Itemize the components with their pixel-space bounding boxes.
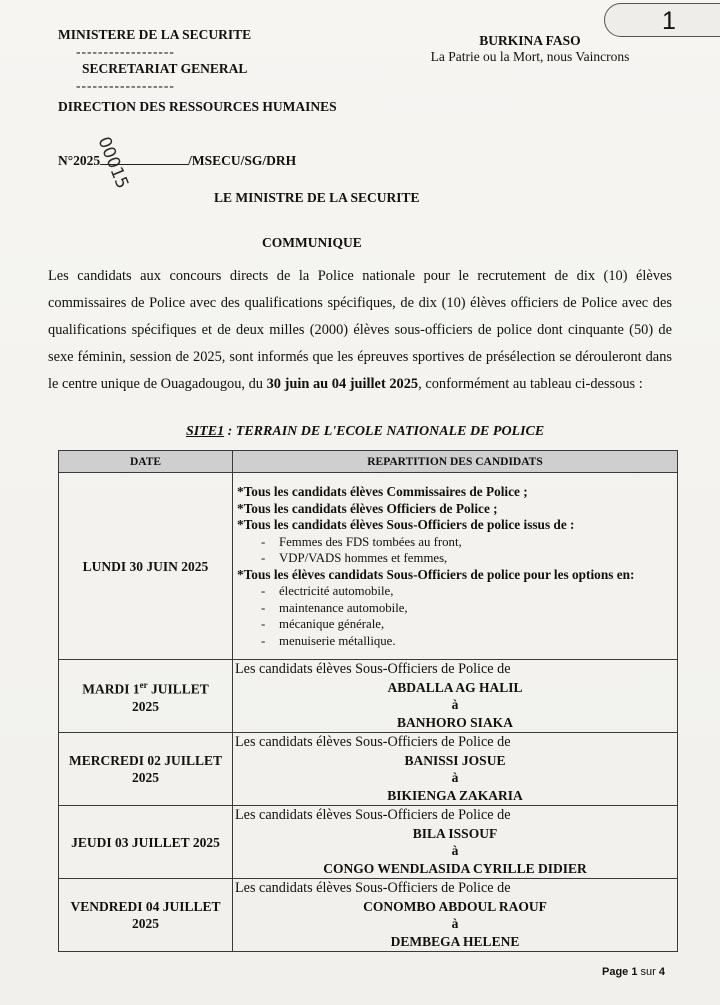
date-cell: MARDI 1er JUILLET 2025 bbox=[59, 660, 233, 733]
repartition-cell: Les candidats élèves Sous-Officiers de Police de BILA ISSOUF à CONGO WENDLASIDA CYRILLE DIDIER bbox=[233, 806, 678, 879]
separator: ------------------ bbox=[76, 44, 175, 59]
ministry-header bbox=[58, 26, 288, 94]
table-row bbox=[59, 733, 678, 806]
schedule-table bbox=[58, 450, 678, 952]
minister-title: LE MINISTRE DE LA SECURITE bbox=[214, 190, 420, 205]
separator: ------------------ bbox=[76, 78, 175, 93]
date-cell: JEUDI 03 JUILLET 2025 bbox=[59, 806, 233, 879]
site-title: SITE1 : TERRAIN DE L'ECOLE NATIONALE DE POLICE bbox=[186, 424, 545, 439]
date-cell: VENDREDI 04 JUILLET 2025 bbox=[59, 879, 233, 952]
table-row bbox=[59, 879, 678, 952]
page-number-badge: 1 bbox=[604, 3, 720, 37]
repartition-cell: *Tous les candidats élèves Commissaires de Police ; *Tous les candidats élèves Officiers de Police ; *Tous les candidats élèves Sous-Officiers de police issus de : - Femmes des FDS tombées au front, - VDP/VADS hommes et femmes, *Tous les élèves candidats Sous-Officiers de police pour les options en: - électricité automobile, - maintenance automobile, - mécanique générale, - menuiserie métallique. bbox=[233, 473, 678, 660]
date-cell: LUNDI 30 JUIN 2025 bbox=[59, 473, 233, 660]
date-cell: MERCREDI 02 JUILLET 2025 bbox=[59, 733, 233, 806]
table-row bbox=[59, 473, 678, 660]
page-footer: Page 1 sur 4 bbox=[601, 966, 665, 978]
col-header-repartition: REPARTITION DES CANDIDATS bbox=[233, 451, 678, 473]
col-header-date: DATE bbox=[59, 451, 233, 473]
secretariat-name: SECRETARIAT GENERAL bbox=[82, 61, 248, 76]
repartition-cell: Les candidats élèves Sous-Officiers de Police de BANISSI JOSUE à BIKIENGA ZAKARIA bbox=[233, 733, 678, 806]
reference-suffix: /MSECU/SG/DRH bbox=[188, 153, 297, 168]
direction-name: DIRECTION DES RESSOURCES HUMAINES bbox=[58, 99, 337, 114]
repartition-cell: Les candidats élèves Sous-Officiers de Police de ABDALLA AG HALIL à BANHORO SIAKA bbox=[233, 660, 678, 733]
reference-prefix: N°2025 bbox=[58, 153, 101, 168]
handwritten-reference: 00015 bbox=[93, 134, 133, 192]
country-header bbox=[405, 33, 655, 65]
country-name: BURKINA FASO bbox=[479, 33, 581, 48]
ministry-name: MINISTERE DE LA SECURITE bbox=[58, 27, 252, 42]
table-row bbox=[59, 806, 678, 879]
dates-highlight: 30 juin au 04 juillet 2025 bbox=[266, 376, 419, 392]
reference-number bbox=[58, 152, 296, 169]
repartition-cell: Les candidats élèves Sous-Officiers de Police de CONOMBO ABDOUL RAOUF à DEMBEGA HELENE bbox=[233, 879, 678, 952]
table-header-row bbox=[59, 451, 678, 473]
table-row bbox=[59, 660, 678, 733]
communique-title: COMMUNIQUE bbox=[262, 235, 362, 250]
body-paragraph: Les candidats aux concours directs de la Police nationale pour le recrutement de dix (10) élèves commissaires de Police avec des qualifications spécifiques, de dix (10) élèves officiers de Police avec des qualifications spécifiques et de deux milles (2000) élèves sous-officiers de police dont cinquante (50) de sexe féminin, session de 2025, sont informés que les épreuves sportives de présélection se dérouleront dans le centre unique de Ouagadougou, du 30 juin au 04 juillet 2025, conformément au tableau ci-dessous : bbox=[48, 268, 672, 392]
national-motto: La Patrie ou la Mort, nous Vaincrons bbox=[430, 49, 630, 64]
